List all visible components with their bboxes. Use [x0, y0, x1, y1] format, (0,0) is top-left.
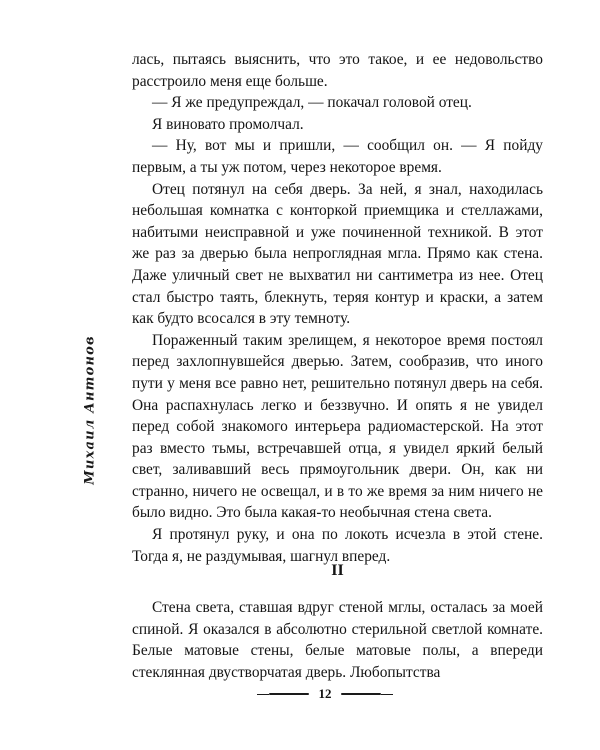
paragraph: — Ну, вот мы и пришли, — сообщил он. — Я пойду первым, а ты уж потом, через некоторое время.	[132, 137, 543, 176]
footer-ornament-right	[341, 693, 381, 695]
text-block-before-chapter	[132, 49, 543, 567]
page-number: 12	[318, 686, 332, 701]
footer-ornament-left	[269, 693, 309, 695]
paragraph: Стена света, ставшая вдруг стеной мглы, осталась за моей спиной. Я оказался в абсолютно стерильной светлой комнате. Белые матовые стены, белые матовые полы, а впереди стеклянная двустворчатая дверь. Любопытства	[132, 599, 543, 681]
paragraph: Я виновато промолчал.	[152, 115, 304, 133]
paragraph: лась, пытаясь выяснить, что это такое, и ее недовольство расстроило меня еще больше.	[132, 51, 543, 90]
paragraph: — Я же предупреждал, — покачал головой отец.	[152, 94, 472, 112]
paragraph: Отец потянул на себя дверь. За ней, я знал, находилась небольшая комнатка с конторкой приемщика и стеллажами, набитыми неисправной и уже починенной техникой. В этот же раз за дверью была непроглядная мгла. Прямо как стена. Даже уличный свет не выхватил ни сантиметра из нее. Отец стал быстро таять, блекнуть, теряя контур и краски, а затем как будто всосался в эту темноту.	[132, 180, 543, 328]
paragraph: Я протянул руку, и она по локоть исчезла в этой стене. Тогда я, не раздумывая, шагнул вперед.	[132, 526, 543, 565]
text-block-after-chapter	[132, 597, 543, 683]
running-head-author: Михаил Антонов	[82, 335, 98, 485]
paragraph: Пораженный таким зрелищем, я некоторое время постоял перед захлопнувшейся дверью. Затем, сообразив, что иного пути у меня все равно нет, решительно потянул дверь на себя. Она распахнулась легко и беззвучно. И опять я не увидел перед собой знакомого интерьера радиомастерской. На этот раз вместо тьмы, встречавшей отца, я увидел яркий белый свет, заливавший весь прямоугольник двери. Он, как ни странно, ничего не освещал, и в то же время за ним ничего не было видно. Это была какая-то необычная стена света.	[132, 331, 543, 522]
page-footer	[0, 684, 600, 704]
chapter-number: II	[331, 562, 344, 579]
